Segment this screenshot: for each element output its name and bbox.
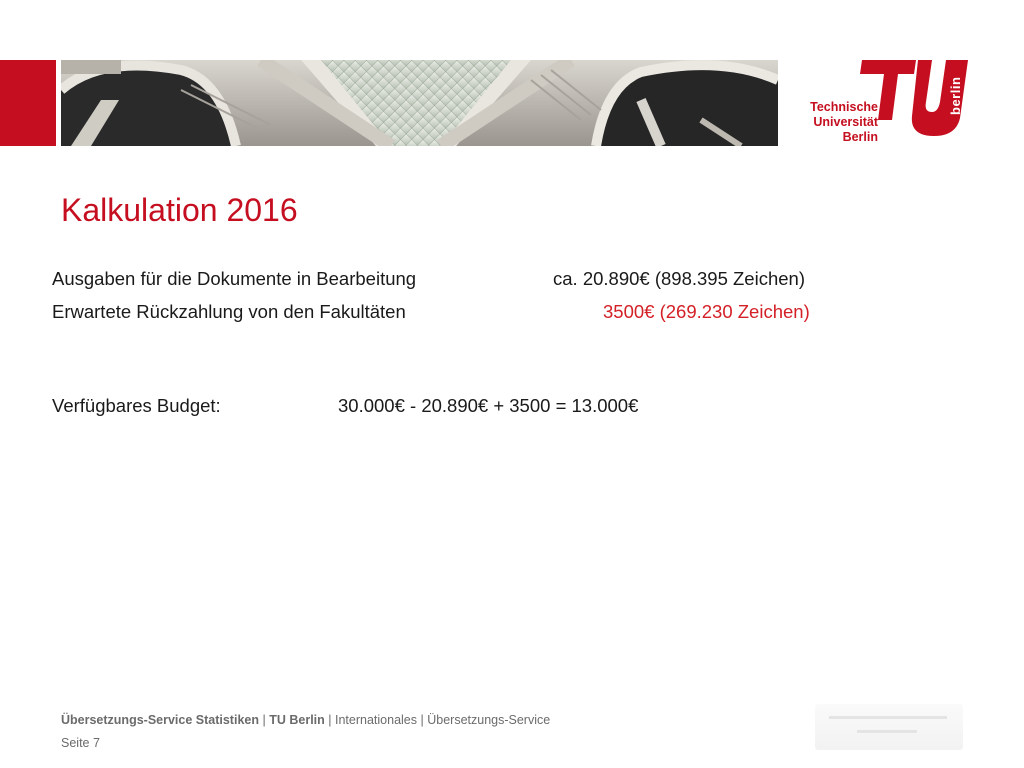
logo-line-2: Universität — [813, 115, 878, 129]
row-1-value: ca. 20.890€ (898.395 Zeichen) — [553, 268, 805, 289]
budget-label: Verfügbares Budget: — [52, 395, 221, 416]
page-number: Seite 7 — [61, 736, 100, 750]
logo-berlin-text: berlin — [948, 76, 963, 116]
footer-part-4: Übersetzungs-Service — [427, 713, 551, 727]
footer-separator: | — [262, 713, 266, 727]
faded-line — [829, 716, 947, 719]
faded-line — [857, 730, 917, 733]
logo-line-1: Technische — [810, 100, 878, 114]
footer-part-1: Übersetzungs-Service Statistiken — [61, 713, 259, 727]
row-2-label: Erwartete Rückzahlung von den Fakultäten — [52, 301, 406, 322]
footer-part-2: TU Berlin — [269, 713, 325, 727]
logo-line-3: Berlin — [842, 130, 878, 144]
header-red-bar — [0, 60, 56, 146]
footer-separator: | — [420, 713, 424, 727]
footer-text — [61, 713, 550, 727]
slide-title: Kalkulation 2016 — [61, 192, 298, 228]
faded-footer-box — [815, 704, 963, 750]
tu-berlin-logo — [806, 58, 966, 150]
footer-separator: | — [328, 713, 332, 727]
footer-part-3: Internationales — [335, 713, 418, 727]
architecture-photo-banner — [61, 60, 778, 146]
budget-formula: 30.000€ - 20.890€ + 3500 = 13.000€ — [338, 395, 639, 416]
row-1-label: Ausgaben für die Dokumente in Bearbeitung — [52, 268, 417, 289]
row-2-value: 3500€ (269.230 Zeichen) — [603, 301, 810, 322]
banner-photo-icon — [61, 60, 778, 146]
